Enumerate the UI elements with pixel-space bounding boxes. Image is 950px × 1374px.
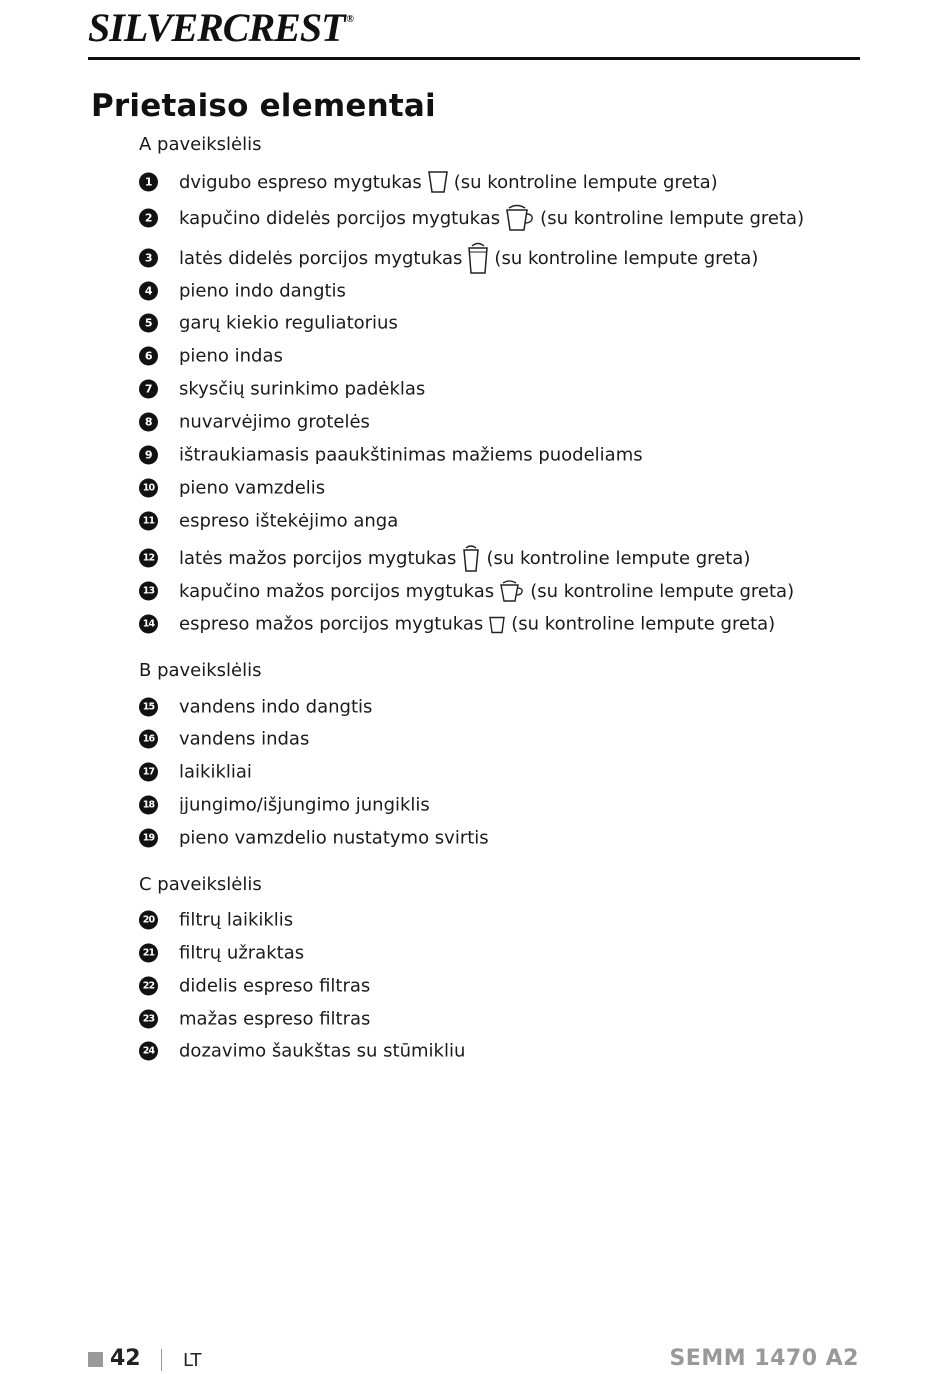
- item-text: vandens indo dangtis: [179, 696, 373, 718]
- item-number: 16: [139, 730, 158, 749]
- item-text: espreso ištekėjimo anga: [179, 510, 399, 532]
- item-text: pieno vamzdelis: [179, 477, 326, 499]
- item-text: filtrų laikiklis: [179, 909, 294, 931]
- double-espresso-cup-icon: [427, 170, 449, 194]
- item-number: 22: [139, 977, 158, 996]
- model-number: SEMM 1470 A2: [669, 1346, 859, 1371]
- item-text: mažas espreso filtras: [179, 1008, 371, 1030]
- registered-mark: ®: [346, 14, 354, 25]
- item-number: 10: [139, 479, 158, 498]
- section-title-b: B paveikslėlis: [139, 660, 262, 681]
- item-number: 4: [139, 282, 158, 301]
- item-suffix: (su kontroline lempute greta): [540, 207, 805, 229]
- item-number: 5: [139, 314, 158, 333]
- section-title-c: C paveikslėlis: [139, 874, 262, 895]
- brand-logo: [88, 4, 353, 51]
- item-number: 14: [139, 615, 158, 634]
- item-number: 17: [139, 763, 158, 782]
- item-suffix: (su kontroline lempute greta): [530, 580, 795, 602]
- item-number: 19: [139, 829, 158, 848]
- language-code: LT: [183, 1350, 202, 1371]
- item-number: 7: [139, 380, 158, 399]
- large-latte-glass-icon: [467, 241, 489, 275]
- item-number: 2: [139, 209, 158, 228]
- item-number: 12: [139, 549, 158, 568]
- item-number: 21: [139, 944, 158, 963]
- item-text: latės didelės porcijos mygtukas: [179, 247, 463, 269]
- item-text: skysčių surinkimo padėklas: [179, 378, 426, 400]
- item-number: 13: [139, 582, 158, 601]
- item-text: didelis espreso filtras: [179, 975, 371, 997]
- item-number: 6: [139, 347, 158, 366]
- large-cappuccino-cup-icon: [505, 204, 535, 232]
- item-text: įjungimo/išjungimo jungiklis: [179, 794, 430, 816]
- item-text: kapučino didelės porcijos mygtukas: [179, 207, 501, 229]
- item-text: dozavimo šaukštas su stūmikliu: [179, 1040, 466, 1062]
- item-text: garų kiekio reguliatorius: [179, 312, 398, 334]
- footer-square-marker: [88, 1352, 103, 1367]
- item-text: pieno indo dangtis: [179, 280, 346, 302]
- item-number: 20: [139, 911, 158, 930]
- small-espresso-cup-icon: [488, 614, 506, 634]
- item-text: vandens indas: [179, 728, 310, 750]
- item-number: 9: [139, 446, 158, 465]
- header-rule: [88, 57, 860, 60]
- item-text: laikikliai: [179, 761, 252, 783]
- small-latte-glass-icon: [461, 543, 481, 573]
- item-number: 3: [139, 249, 158, 268]
- item-text: espreso mažos porcijos mygtukas: [179, 613, 484, 635]
- item-suffix: (su kontroline lempute greta): [486, 547, 751, 569]
- item-suffix: (su kontroline lempute greta): [494, 247, 759, 269]
- item-text: nuvarvėjimo grotelės: [179, 411, 370, 433]
- item-number: 24: [139, 1042, 158, 1061]
- section-title-a: A paveikslėlis: [139, 134, 262, 155]
- page-title: Prietaiso elementai: [91, 88, 436, 124]
- item-number: 23: [139, 1010, 158, 1029]
- item-number: 8: [139, 413, 158, 432]
- footer-divider: [161, 1349, 162, 1371]
- item-text: dvigubo espreso mygtukas: [179, 171, 422, 193]
- brand-name: SILVERCREST: [88, 5, 345, 50]
- small-cappuccino-cup-icon: [499, 579, 525, 603]
- item-number: 1: [139, 173, 158, 192]
- item-text: ištraukiamasis paaukštinimas mažiems puodeliams: [179, 444, 643, 466]
- item-text: filtrų užraktas: [179, 942, 305, 964]
- item-text: pieno indas: [179, 345, 283, 367]
- item-number: 11: [139, 512, 158, 531]
- item-text: latės mažos porcijos mygtukas: [179, 547, 457, 569]
- page-number: 42: [110, 1346, 141, 1371]
- item-text: pieno vamzdelio nustatymo svirtis: [179, 827, 489, 849]
- item-suffix: (su kontroline lempute greta): [511, 613, 776, 635]
- item-number: 15: [139, 698, 158, 717]
- item-number: 18: [139, 796, 158, 815]
- item-text: kapučino mažos porcijos mygtukas: [179, 580, 495, 602]
- item-suffix: (su kontroline lempute greta): [453, 171, 718, 193]
